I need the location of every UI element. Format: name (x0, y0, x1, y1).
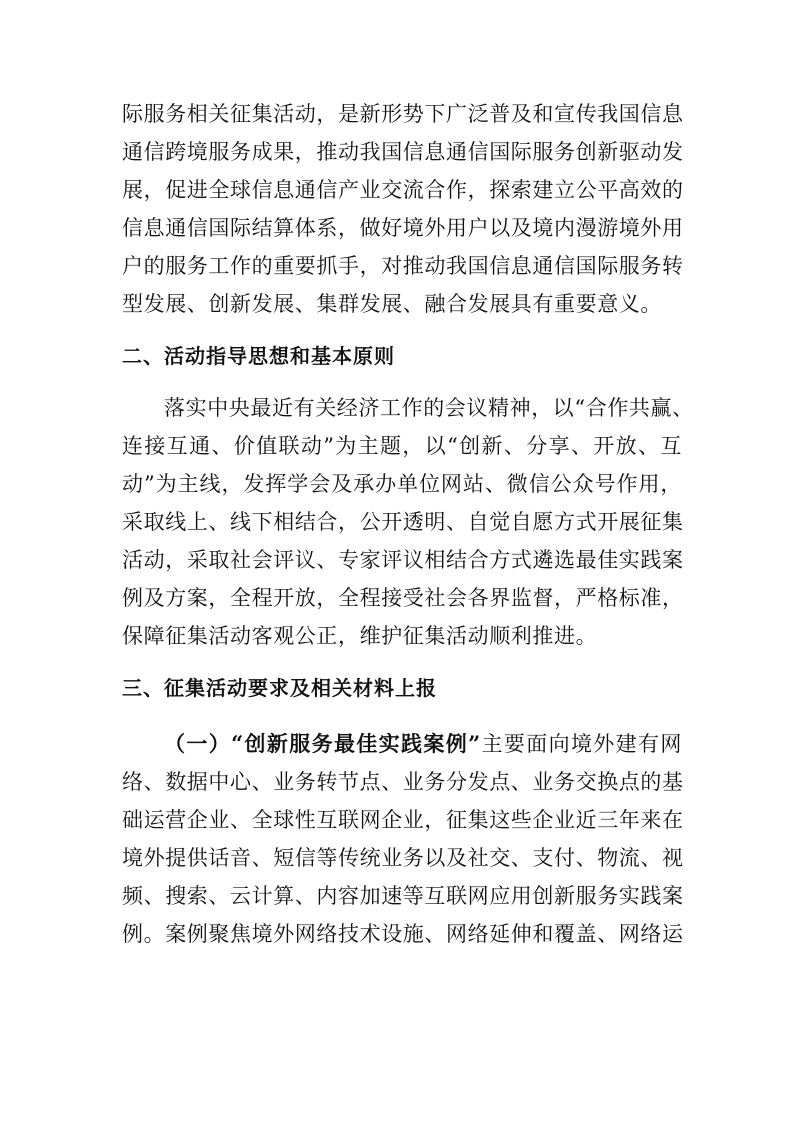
text-line: 展，促进全球信息通信产业交流合作，探索建立公平高效的 (122, 178, 684, 202)
paragraph-2 (122, 389, 694, 655)
text-line: 境外提供话音、短信等传统业务以及社交、支付、物流、视 (122, 846, 684, 870)
document-body (122, 95, 694, 953)
subsection-title: （一）“创新服务最佳实践案例” (164, 731, 481, 756)
text-line: 连接互通、价值联动”为主题，以“创新、分享、开放、互 (122, 434, 682, 458)
text-line: 采取线上、线下相结合，公开透明、自觉自愿方式开展征集 (122, 510, 684, 534)
text-line: 础运营企业、全球性互联网企业，征集这些企业近三年来在 (122, 808, 684, 832)
text-line: 动”为主线，发挥学会及承办单位网站、微信公众号作用， (122, 472, 682, 496)
paragraph-3 (122, 725, 682, 953)
text-line: 保障征集活动客观公正，维护征集活动顺利推进。 (122, 624, 598, 648)
text-line: 型发展、创新发展、集群发展、融合发展具有重要意义。 (122, 292, 662, 316)
text-fragment: 主要面向境外建有网 (480, 732, 682, 756)
text-line: 信息通信国际结算体系，做好境外用户以及境内漫游境外用 (122, 216, 684, 240)
text-line: 落实中央最近有关经济工作的会议精神，以“合作共赢、 (164, 396, 694, 420)
paragraph-1 (122, 95, 682, 323)
text-line: 例及方案，全程开放，全程接受社会各界监督，严格标准， (122, 586, 684, 610)
text-line: 户的服务工作的重要抓手，对推动我国信息通信国际服务转 (122, 254, 684, 278)
text-line: 频、搜索、云计算、内容加速等互联网应用创新服务实践案 (122, 884, 684, 908)
text-line: 通信跨境服务成果，推动我国信息通信国际服务创新驱动发 (122, 140, 684, 164)
text-line: 例。案例聚焦境外网络技术设施、网络延伸和覆盖、网络运 (122, 922, 684, 946)
text-line: 活动，采取社会评议、专家评议相结合方式遴选最佳实践案 (122, 548, 684, 572)
section-heading-2: 二、活动指导思想和基本原则 (122, 344, 395, 368)
text-line: 络、数据中心、业务转节点、业务分发点、业务交换点的基 (122, 770, 684, 794)
text-line-first (122, 725, 682, 763)
text-line: 际服务相关征集活动，是新形势下广泛普及和宣传我国信息 (122, 102, 684, 126)
section-heading-3: 三、征集活动要求及相关材料上报 (122, 676, 437, 700)
